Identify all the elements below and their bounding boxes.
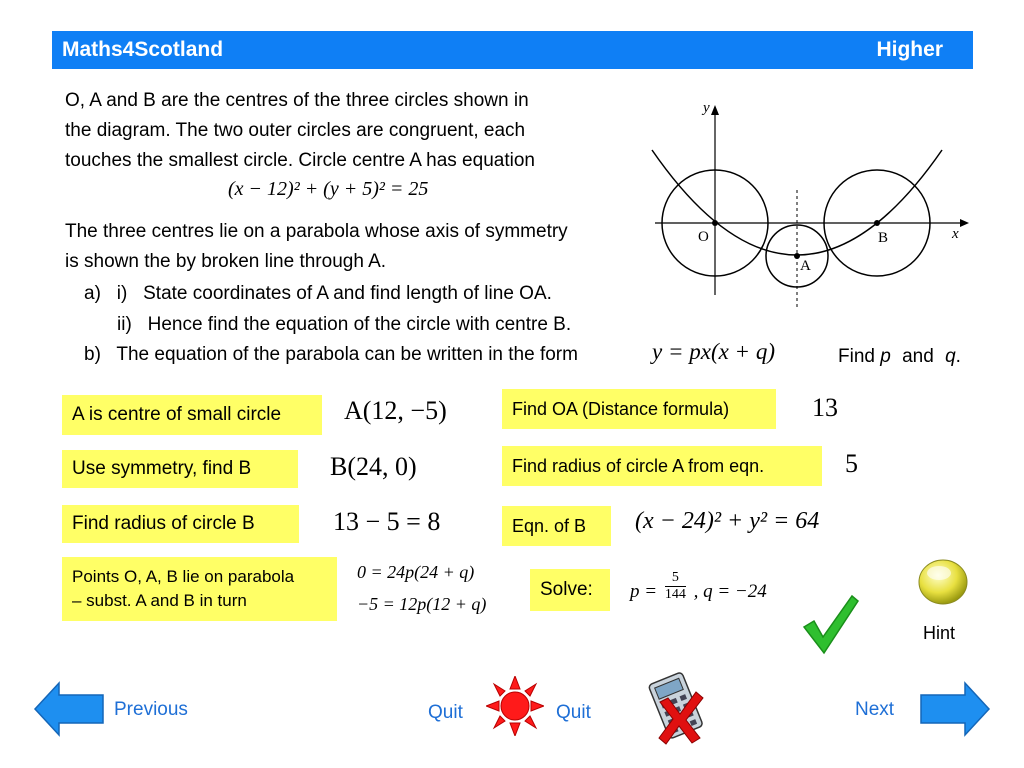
previous-arrow-icon[interactable] [33,681,105,737]
check-icon [800,593,860,655]
step-radius-a-button[interactable]: Find radius of circle A from eqn. [502,446,822,486]
previous-button[interactable]: Previous [114,699,188,720]
step-find-oa-button[interactable]: Find OA (Distance formula) [502,389,776,429]
substitute-line-1: Points O, A, B lie on parabola [72,567,295,586]
step-find-b-button[interactable]: Use symmetry, find B [62,450,298,488]
circle-equation: (x − 12)² + (y + 5)² = 25 [228,178,429,200]
label-y: y [703,100,710,116]
find-p-q: Find p and q. [838,346,961,367]
label-a: A [800,258,811,274]
question-line-1: O, A and B are the centres of the three circles shown in [65,90,529,111]
hint-button[interactable] [916,556,970,608]
step-solve-button[interactable]: Solve: [530,569,610,611]
point-b [874,220,880,226]
quit-button-left[interactable]: Quit [428,702,463,723]
x-axis-arrow [960,219,969,227]
next-button[interactable]: Next [855,699,895,720]
quit-button-right[interactable]: Quit [556,702,591,723]
step-radius-b-button[interactable]: Find radius of circle B [62,505,299,543]
step-eqn-b-button[interactable]: Eqn. of B [502,506,611,546]
no-calculator-icon [646,668,708,746]
answer-substitute-2: −5 = 12p(12 + q) [357,594,487,614]
substitute-line-2: – subst. A and B in turn [72,591,247,610]
label-x: x [952,226,959,242]
hint-label[interactable]: Hint [923,623,956,643]
circles-diagram [640,95,970,315]
quit-sun-icon[interactable] [486,676,544,736]
answer-substitute-1: 0 = 24p(24 + q) [357,562,475,582]
question-line-2: the diagram. The two outer circles are congruent, each [65,120,526,141]
level-label: Higher [876,38,943,61]
label-o: O [698,229,709,245]
step-centre-a-button[interactable]: A is centre of small circle [62,395,322,435]
label-b: B [878,230,889,246]
step-substitute-button[interactable] [62,557,337,621]
question-line-3: touches the smallest circle. Circle centre A has equation [65,150,535,171]
app-title: Maths4Scotland [62,38,224,61]
part-a-i: a) i) State coordinates of A and find length of line OA. [84,283,552,304]
answer-radius-b: 13 − 5 = 8 [333,507,441,536]
answer-solve: p = $\frac{5}{144}$ , q = −24 [630,570,767,602]
title-bar [52,31,973,69]
parabola-equation: y = px(x + q) [652,339,775,364]
answer-oa: 13 [812,393,838,422]
part-a-ii: ii) Hence find the equation of the circle with centre B. [117,314,572,335]
next-arrow-icon[interactable] [919,681,991,737]
y-axis-arrow [711,105,719,115]
answer-centre-a: A(12, −5) [344,396,447,425]
answer-radius-a: 5 [845,449,858,478]
question-line-4: The three centres lie on a parabola whose axis of symmetry [65,221,568,242]
part-b: b) The equation of the parabola can be written in the form [84,344,578,365]
answer-point-b: B(24, 0) [330,452,417,481]
point-o [712,220,718,226]
answer-eqn-b: (x − 24)² + y² = 64 [635,508,820,534]
question-line-5: is shown the by broken line through A. [65,251,387,272]
